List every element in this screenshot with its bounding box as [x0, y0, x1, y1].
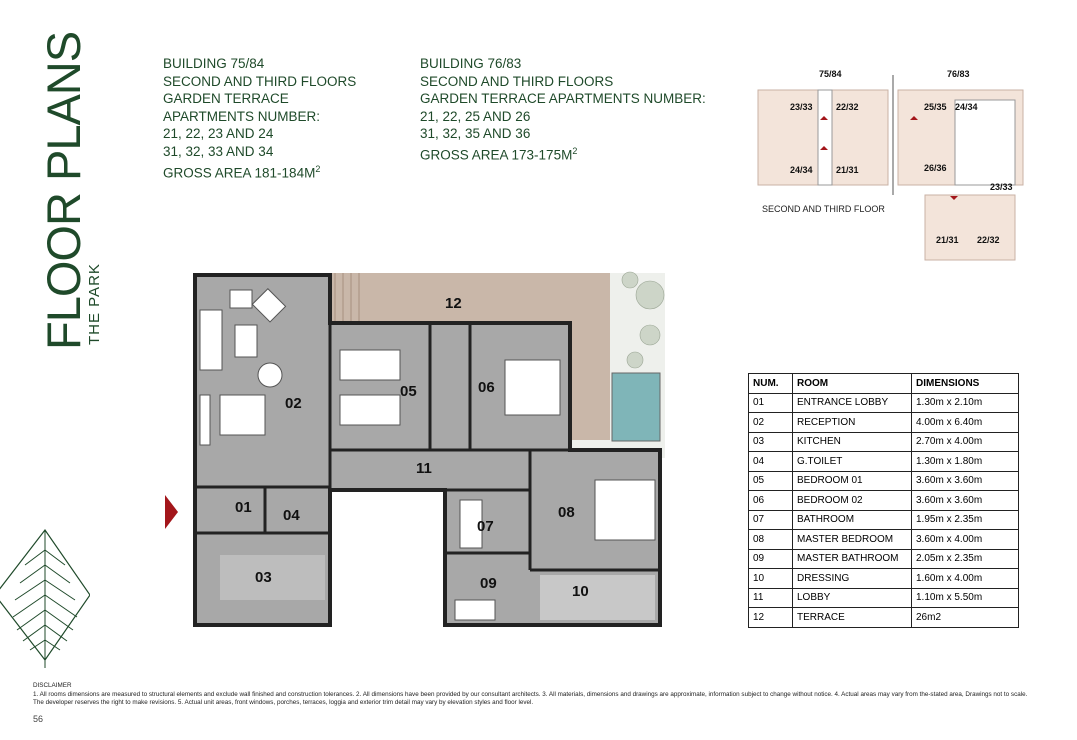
building-a-line: GARDEN TERRACE [163, 91, 289, 107]
table-cell: MASTER BEDROOM [793, 530, 912, 550]
title-subtitle: THE PARK [86, 263, 103, 345]
table-cell: 05 [749, 471, 793, 491]
table-row [749, 471, 1019, 491]
dressing-area [540, 575, 655, 620]
room-label-11: 11 [416, 460, 432, 477]
disclaimer-heading: DISCLAIMER [33, 682, 72, 689]
table-cell: DRESSING [793, 569, 912, 589]
table-cell: KITCHEN [793, 432, 912, 452]
keyplan-unit: 21/31 [836, 165, 859, 175]
page-title [37, 31, 90, 350]
keyplan-core-right [955, 100, 1015, 185]
keyplan-right-building: 76/83 [947, 69, 970, 79]
table-cell: 04 [749, 452, 793, 472]
terrace-deck [330, 273, 610, 323]
table-cell: 10 [749, 569, 793, 589]
room-label-02: 02 [285, 395, 302, 412]
table-cell: BEDROOM 01 [793, 471, 912, 491]
table-cell: 1.30m x 2.10m [912, 393, 1019, 413]
table-cell: 06 [749, 491, 793, 511]
keyplan-unit: 22/32 [836, 102, 859, 112]
table-cell: MASTER BATHROOM [793, 549, 912, 569]
table-cell: 1.95m x 2.35m [912, 510, 1019, 530]
table-cell: 07 [749, 510, 793, 530]
room-label-03: 03 [255, 569, 272, 586]
building-a-info [163, 55, 356, 182]
table-cell: ENTRANCE LOBBY [793, 393, 912, 413]
table-row [749, 413, 1019, 433]
room-label-05: 05 [400, 383, 417, 400]
table-cell: 3.60m x 3.60m [912, 471, 1019, 491]
keyplan-unit: 23/33 [790, 102, 813, 112]
building-b-info [420, 55, 706, 164]
keyplan-unit: 24/34 [790, 165, 813, 175]
keyplan-unit: 26/36 [924, 163, 947, 173]
table-cell: 2.05m x 2.35m [912, 549, 1019, 569]
pool [612, 373, 660, 441]
keyplan-unit: 25/35 [924, 102, 947, 112]
table-cell: 1.60m x 4.00m [912, 569, 1019, 589]
room-schedule-table [748, 373, 1019, 628]
title-main: FLOOR PLANS [37, 31, 90, 350]
key-plan [750, 60, 1040, 265]
building-b-gross: GROSS AREA $173-175M^2$ [420, 145, 578, 163]
table-row [749, 549, 1019, 569]
table-cell: RECEPTION [793, 413, 912, 433]
table-cell: 01 [749, 393, 793, 413]
building-a-line: BUILDING 75/84 [163, 56, 265, 71]
disclaimer-text: 1. All rooms dimensions are measured to structural elements and exclude wall finished and construction tolerances. 2. All dimensions have been provided by our consultant architects. 3. All materials, dimensions and drawings are approximate, information subject to change without notice. 4. Actual areas may vary from the-stated area, Drawings not to scale. The developer reserves the right to make revisions. 5. Actual unit areas, front windows, porches, terraces, loggia and exterior trim detail may vary by elevation styles and floor level. [33, 690, 1028, 706]
table-cell: 3.60m x 3.60m [912, 491, 1019, 511]
building-b-line: SECOND AND THIRD FLOORS [420, 73, 614, 89]
table-cell: G.TOILET [793, 452, 912, 472]
room-label-04: 04 [283, 507, 300, 524]
table-cell: 02 [749, 413, 793, 433]
keyplan-unit: 22/32 [977, 235, 1000, 245]
table-cell: 4.00m x 6.40m [912, 413, 1019, 433]
table-cell: BATHROOM [793, 510, 912, 530]
table-cell: 11 [749, 588, 793, 608]
terrace-side [570, 285, 610, 440]
building-b-line: 31, 32, 35 AND 36 [420, 126, 531, 142]
keyplan-caption: SECOND AND THIRD FLOOR [762, 204, 885, 214]
table-row [749, 588, 1019, 608]
table-cell: 03 [749, 432, 793, 452]
table-cell: TERRACE [793, 608, 912, 628]
room-label-10: 10 [572, 583, 589, 600]
table-row [749, 452, 1019, 472]
table-header-row [749, 374, 1019, 394]
building-a-line: SECOND AND THIRD FLOORS [163, 73, 357, 89]
room-label-06: 06 [478, 379, 495, 396]
kitchen-counter [220, 555, 325, 600]
table-row [749, 510, 1019, 530]
table-row [749, 569, 1019, 589]
entrance-arrow-icon [165, 495, 178, 529]
building-b-line: BUILDING 76/83 [420, 56, 522, 71]
building-a-line: 31, 32, 33 AND 34 [163, 143, 274, 159]
keyplan-unit: 23/33 [990, 182, 1013, 192]
floor-plan [160, 265, 670, 630]
table-cell: LOBBY [793, 588, 912, 608]
table-header: NUM. [749, 374, 793, 394]
disclaimer [33, 682, 1033, 708]
table-cell: 3.60m x 4.00m [912, 530, 1019, 550]
table-row [749, 432, 1019, 452]
table-cell: 26m2 [912, 608, 1019, 628]
table-cell: 12 [749, 608, 793, 628]
keyplan-unit: 24/34 [955, 102, 978, 112]
room-label-07: 07 [477, 518, 494, 535]
table-cell: 2.70m x 4.00m [912, 432, 1019, 452]
table-cell: 1.30m x 1.80m [912, 452, 1019, 472]
keyplan-block-bottom [925, 195, 1015, 260]
room-label-01: 01 [235, 499, 252, 516]
table-row [749, 393, 1019, 413]
table-header: DIMENSIONS [912, 374, 1019, 394]
keyplan-core [818, 90, 832, 185]
table-row [749, 491, 1019, 511]
table-header: ROOM [793, 374, 912, 394]
table-row [749, 608, 1019, 628]
building-a-line: APARTMENTS NUMBER: [163, 108, 321, 124]
table-row [749, 530, 1019, 550]
keyplan-unit: 21/31 [936, 235, 959, 245]
room-label-12: 12 [445, 295, 462, 312]
building-b-line: GARDEN TERRACE APARTMENTS NUMBER: [420, 91, 706, 107]
table-cell: 08 [749, 530, 793, 550]
table-cell: 09 [749, 549, 793, 569]
building-a-gross: GROSS AREA $181-184M^2$ [163, 163, 321, 181]
leaf-logo-icon [0, 520, 90, 670]
building-a-line: 21, 22, 23 AND 24 [163, 126, 274, 142]
room-label-09: 09 [480, 575, 497, 592]
keyplan-left-building: 75/84 [819, 69, 842, 79]
page-number: 56 [33, 714, 44, 724]
table-cell: BEDROOM 02 [793, 491, 912, 511]
building-b-line: 21, 22, 25 AND 26 [420, 108, 531, 124]
room-label-08: 08 [558, 504, 575, 521]
table-cell: 1.10m x 5.50m [912, 588, 1019, 608]
